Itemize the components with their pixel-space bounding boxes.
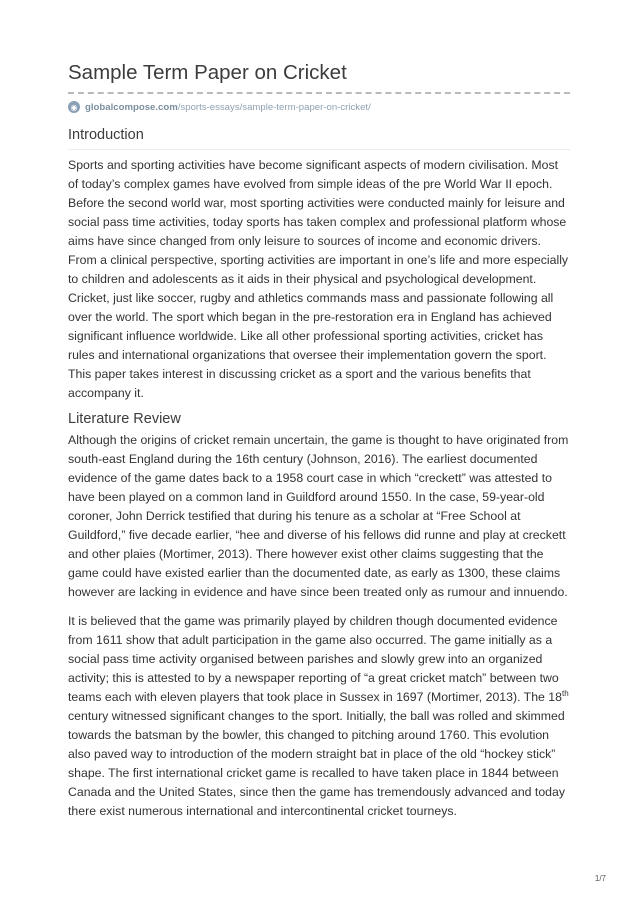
source-path: /sports-essays/sample-term-paper-on-cricket/ [177, 101, 371, 113]
document-page [68, 60, 570, 821]
document-title: Sample Term Paper on Cricket [68, 61, 347, 84]
section-heading-literature-review: Literature Review [68, 411, 181, 427]
page-number: 1/7 [594, 874, 606, 883]
paragraph-text-after: century witnessed significant changes to the sport. Initially, the ball was rolled and skimmed towards the batsman by the bowler, this changed to pitching around 1760. This evolution also paved way to introduction of the modern straight bat in place of the old “hockey stick” shape. The first international cricket game is recalled to have taken place in 1844 between Canada and the United States, since then the game has tremendously advanced and today there exist numerous international and intercontinental cricket tourneys. [68, 709, 565, 818]
source-link[interactable] [68, 100, 570, 114]
ordinal-superscript: th [561, 688, 569, 698]
literature-paragraph-1: Although the origins of cricket remain uncertain, the game is thought to have originated from south-east England during the 16th century (Johnson, 2016). The earliest documented evidence of the game dates back to a 1958 court case in which “creckett” was attested to have been played on a common land in Guildford around 1550. In the case, 59-year-old coroner, John Derrick testified that during his tenure as a scholar at “Free School at Guildford,” five decade earlier, “hee and diverse of his fellows did runne and play at creckett and other plaies (Mortimer, 2013). There however exist other claims suggesting that the game could have existed earlier than the documented date, as early as 1300, these claims however are lacking in evidence and have since been treated only as rumour and innuendo. [68, 433, 569, 599]
literature-paragraph-2 [68, 612, 570, 821]
intro-paragraph: Sports and sporting activities have become significant aspects of modern civilisation. Most of today’s complex games have evolved from simple ideas of the pre World War II epoch. Before the second world war, most sporting activities were conducted mainly for leisure and social pass time activities, today sports has taken complex and professional platform whose aims have since changed from only leisure to sources of income and economic drivers. From a clinical perspective, sporting activities are important in one’s life and more especially to children and adolescents as it aids in their physical and psychological development. Cricket, just like soccer, rugby and athletics commands mass and passionate following all over the world. The sport which began in the pre-restoration era in England has achieved significant influence worldwide. Like all other professional sporting activities, cricket has rules and international organizations that oversee their implementation govern the sport. This paper takes interest in discussing cricket as a sport and the various benefits that accompany it. [68, 158, 569, 400]
source-domain: globalcompose.com [85, 101, 178, 113]
globe-icon: ◉ [68, 101, 80, 113]
section-heading-introduction: Introduction [68, 125, 570, 150]
title-divider [68, 92, 570, 94]
paragraph-text-before: It is believed that the game was primarily played by children though documented evidence from 1611 show that adult participation in the game also occurred. The game initially as a social pass time activity organised between parishes and slowly grew into an organized activity; this is attested to by a newspaper reporting of “a great cricket match” between two teams each with eleven players that took place in Sussex in 1697 (Mortimer, 2013). The 18 [68, 614, 562, 704]
